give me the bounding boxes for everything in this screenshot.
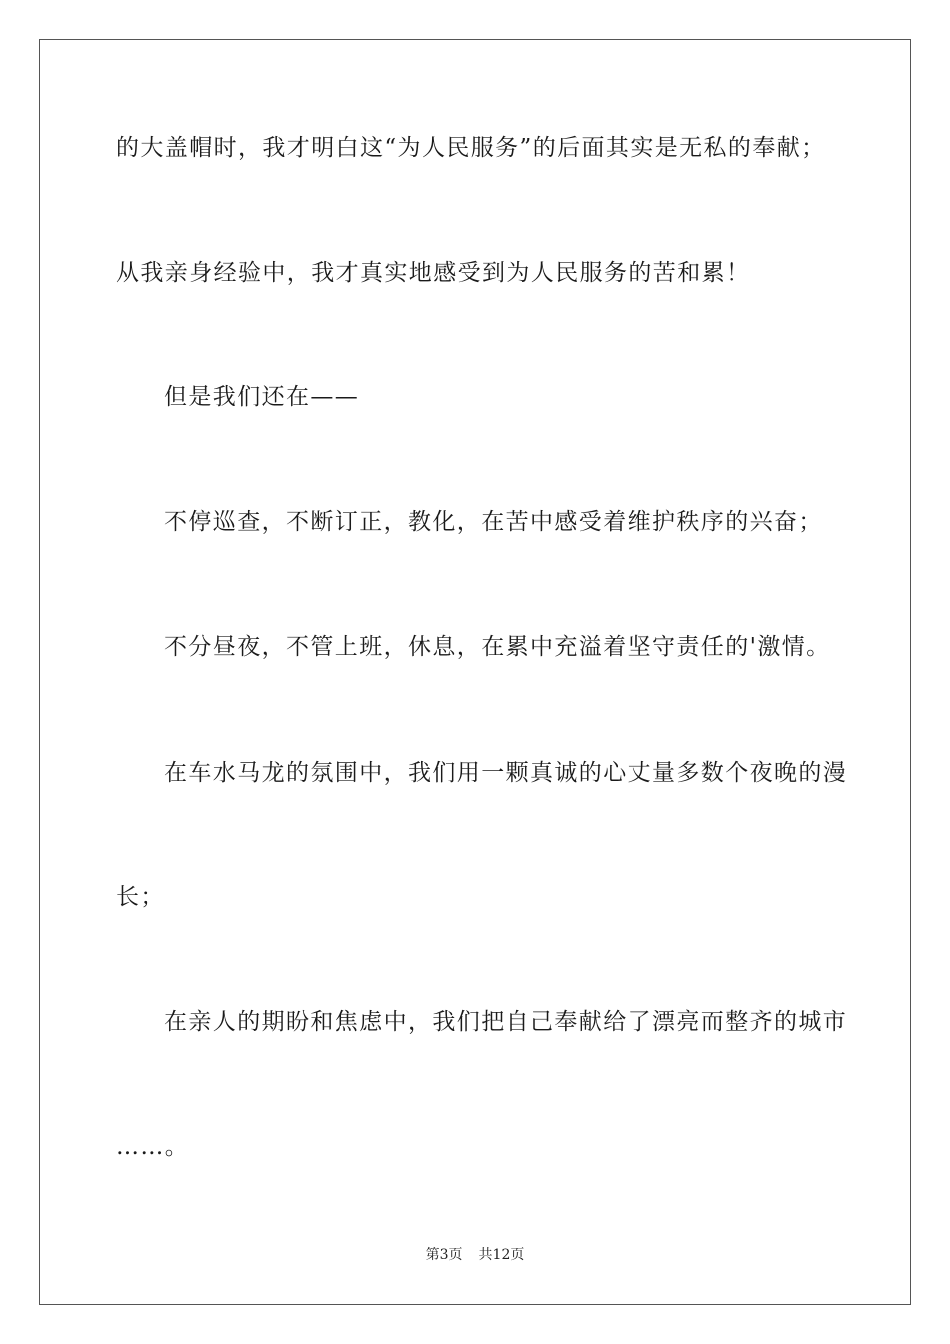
page-footer	[0, 1245, 950, 1265]
body-line-4: 不停巡查，不断订正，教化，在苦中感受着维护秩序的兴奋；	[164, 509, 823, 535]
body-line-9: ……。	[116, 1134, 190, 1160]
body-line-6: 在车水马龙的氛围中，我们用一颗真诚的心丈量多数个夜晚的漫	[164, 760, 848, 786]
body-line-8: 在亲人的期盼和焦虑中，我们把自己奉献给了漂亮而整齐的城市	[164, 1009, 848, 1035]
body-line-7: 长；	[116, 884, 165, 910]
body-line-1: 的大盖帽时，我才明白这“为人民服务”的后面其实是无私的奉献；	[116, 135, 826, 161]
body-line-5: 不分昼夜，不管上班，休息，在累中充溢着坚守责任的'激情。	[164, 634, 831, 660]
body-line-2: 从我亲身经验中，我才真实地感受到为人民服务的苦和累！	[116, 260, 751, 286]
page-number: 第3页	[425, 1247, 463, 1263]
page-frame	[39, 39, 911, 1305]
page-total: 共12页	[478, 1247, 525, 1263]
body-line-3: 但是我们还在——	[164, 384, 360, 410]
